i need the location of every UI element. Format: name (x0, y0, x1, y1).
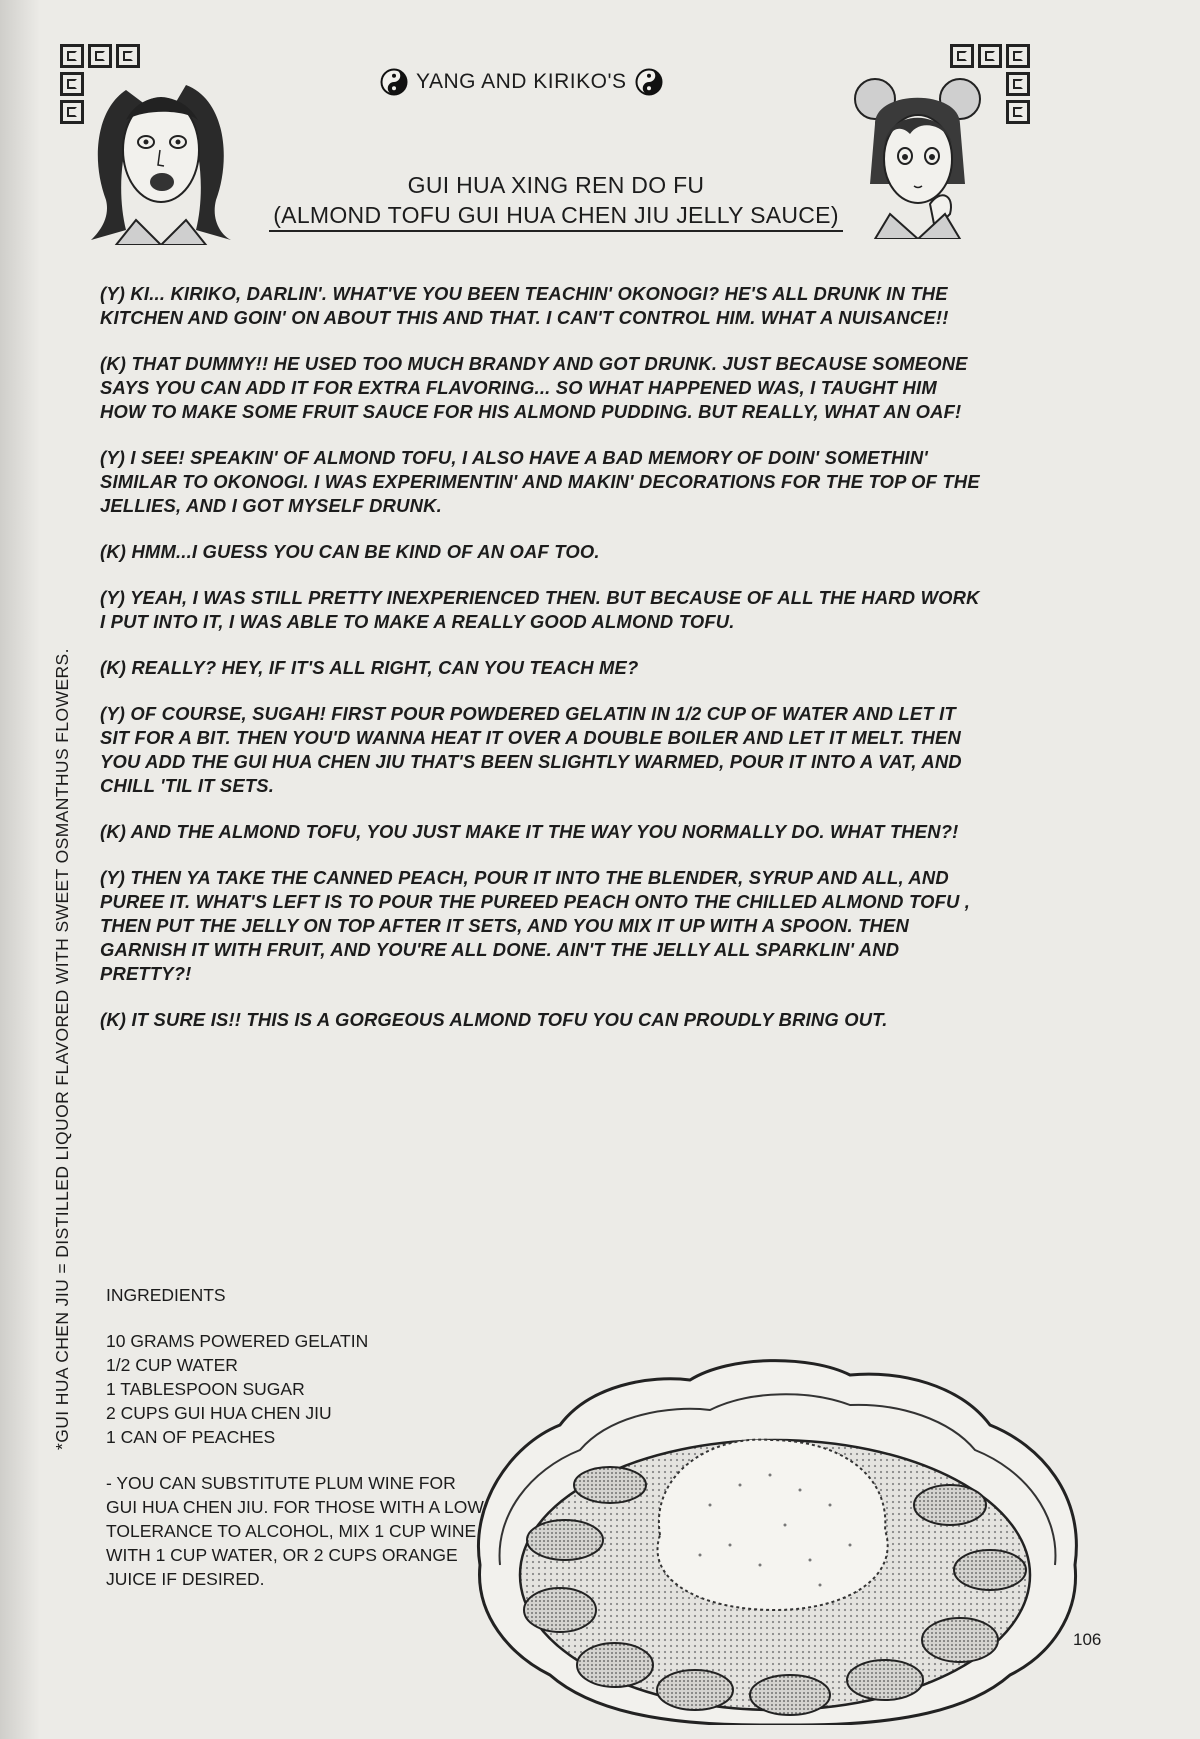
ingredient-item: 1 CAN OF PEACHES (106, 1427, 276, 1447)
header (380, 62, 663, 102)
ingredient-item: 1 TABLESPOON SUGAR (106, 1379, 305, 1399)
dialogue-line: (K) REALLY? HEY, IF IT'S ALL RIGHT, CAN YOU TEACH ME? (100, 657, 639, 678)
ingredients-list (106, 1329, 486, 1449)
header-title-text: YANG AND KIRIKO'S (416, 70, 627, 93)
yin-yang-icon (380, 68, 408, 96)
dialogue-line: (Y) YEAH, I WAS STILL PRETTY INEXPERIENCED THEN. BUT BECAUSE OF ALL THE HARD WORK I PUT INTO IT, I WAS ABLE TO MAKE A REALLY GOOD ALMOND TOFU. (100, 587, 980, 632)
almond-tofu-dish-illustration (470, 1355, 1090, 1725)
recipe-title (236, 170, 876, 232)
recipe-title-line1: GUI HUA XING REN DO FU (407, 172, 705, 198)
dialogue-line: (Y) I SEE! SPEAKIN' OF ALMOND TOFU, I ALSO HAVE A BAD MEMORY OF DOIN' SOMETHIN' SIMILAR TO OKONOGI. I WAS EXPERIMENTIN' AND MAKIN' DECORATIONS FOR THE TOP OF THE JELLIES, AND I GOT MYSELF DRUNK. (100, 447, 980, 516)
side-footnote: *GUI HUA CHEN JIU = DISTILLED LIQUOR FLAVORED WITH SWEET OSMANTHUS FLOWERS. (52, 648, 72, 1450)
dialogue-line: (Y) KI... KIRIKO, DARLIN'. WHAT'VE YOU BEEN TEACHIN' OKONOGI? HE'S ALL DRUNK IN THE KITCHEN AND GOIN' ON ABOUT THIS AND THAT. I CAN'T CONTROL HIM. WHAT A NUISANCE!! (100, 283, 949, 328)
dialogue-line: (K) HMM...I GUESS YOU CAN BE KIND OF AN OAF TOO. (100, 541, 600, 562)
substitution-note: - YOU CAN SUBSTITUTE PLUM WINE FOR GUI HUA CHEN JIU. FOR THOSE WITH A LOW TOLERANCE TO ALCOHOL, MIX 1 CUP WINE WITH 1 CUP WATER, OR 2 CUPS ORANGE JUICE IF DESIRED. (106, 1473, 484, 1589)
ingredients (106, 1283, 486, 1591)
page-number: 106 (1073, 1630, 1102, 1649)
dialogue-line: (K) IT SURE IS!! THIS IS A GORGEOUS ALMOND TOFU YOU CAN PROUDLY BRING OUT. (100, 1009, 888, 1030)
yang-portrait (86, 70, 236, 245)
recipe-title-line2: (ALMOND TOFU GUI HUA CHEN JIU JELLY SAUCE) (269, 200, 843, 232)
dialogue-line: (K) THAT DUMMY!! HE USED TOO MUCH BRANDY AND GOT DRUNK. JUST BECAUSE SOMEONE SAYS YOU CAN ADD IT FOR EXTRA FLAVORING... SO WHAT HAPPENED WAS, I TAUGHT HIM HOW TO MAKE SOME FRUIT SAUCE FOR HIS ALMOND PUDDING. BUT REALLY, WHAT AN OAF! (100, 353, 968, 422)
ingredient-item: 1/2 CUP WATER (106, 1355, 238, 1375)
dialogue-line: (Y) THEN YA TAKE THE CANNED PEACH, POUR IT INTO THE BLENDER, SYRUP AND ALL, AND PUREE IT. WHAT'S LEFT IS TO POUR THE PUREED PEACH ONTO THE CHILLED ALMOND TOFU , THEN PUT THE JELLY ON TOP AFTER IT SETS, AND YOU MIX IT UP WITH A SPOON. THEN GARNISH IT WITH FRUIT, AND YOU'RE ALL DONE. AIN'T THE JELLY ALL SPARKLIN' AND PRETTY?! (100, 867, 971, 984)
page-gutter-shadow (0, 0, 40, 1739)
dialogue-line: (K) AND THE ALMOND TOFU, YOU JUST MAKE IT THE WAY YOU NORMALLY DO. WHAT THEN?! (100, 821, 959, 842)
dialogue (100, 282, 980, 1054)
dialogue-line: (Y) OF COURSE, SUGAH! FIRST POUR POWDERED GELATIN IN 1/2 CUP OF WATER AND LET IT SIT FOR A BIT. THEN YOU'D WANNA HEAT IT OVER A DOUBLE BOILER AND LET IT MELT. THEN YOU ADD THE GUI HUA CHEN JIU THAT'S BEEN SLIGHTLY WARMED, POUR IT INTO A VAT, AND CHILL 'TIL IT SETS. (100, 703, 962, 796)
ingredient-item: 2 CUPS GUI HUA CHEN JIU (106, 1403, 332, 1423)
ingredient-item: 10 GRAMS POWERED GELATIN (106, 1331, 369, 1351)
ingredients-heading: INGREDIENTS (106, 1285, 226, 1305)
yin-yang-icon (635, 68, 663, 96)
